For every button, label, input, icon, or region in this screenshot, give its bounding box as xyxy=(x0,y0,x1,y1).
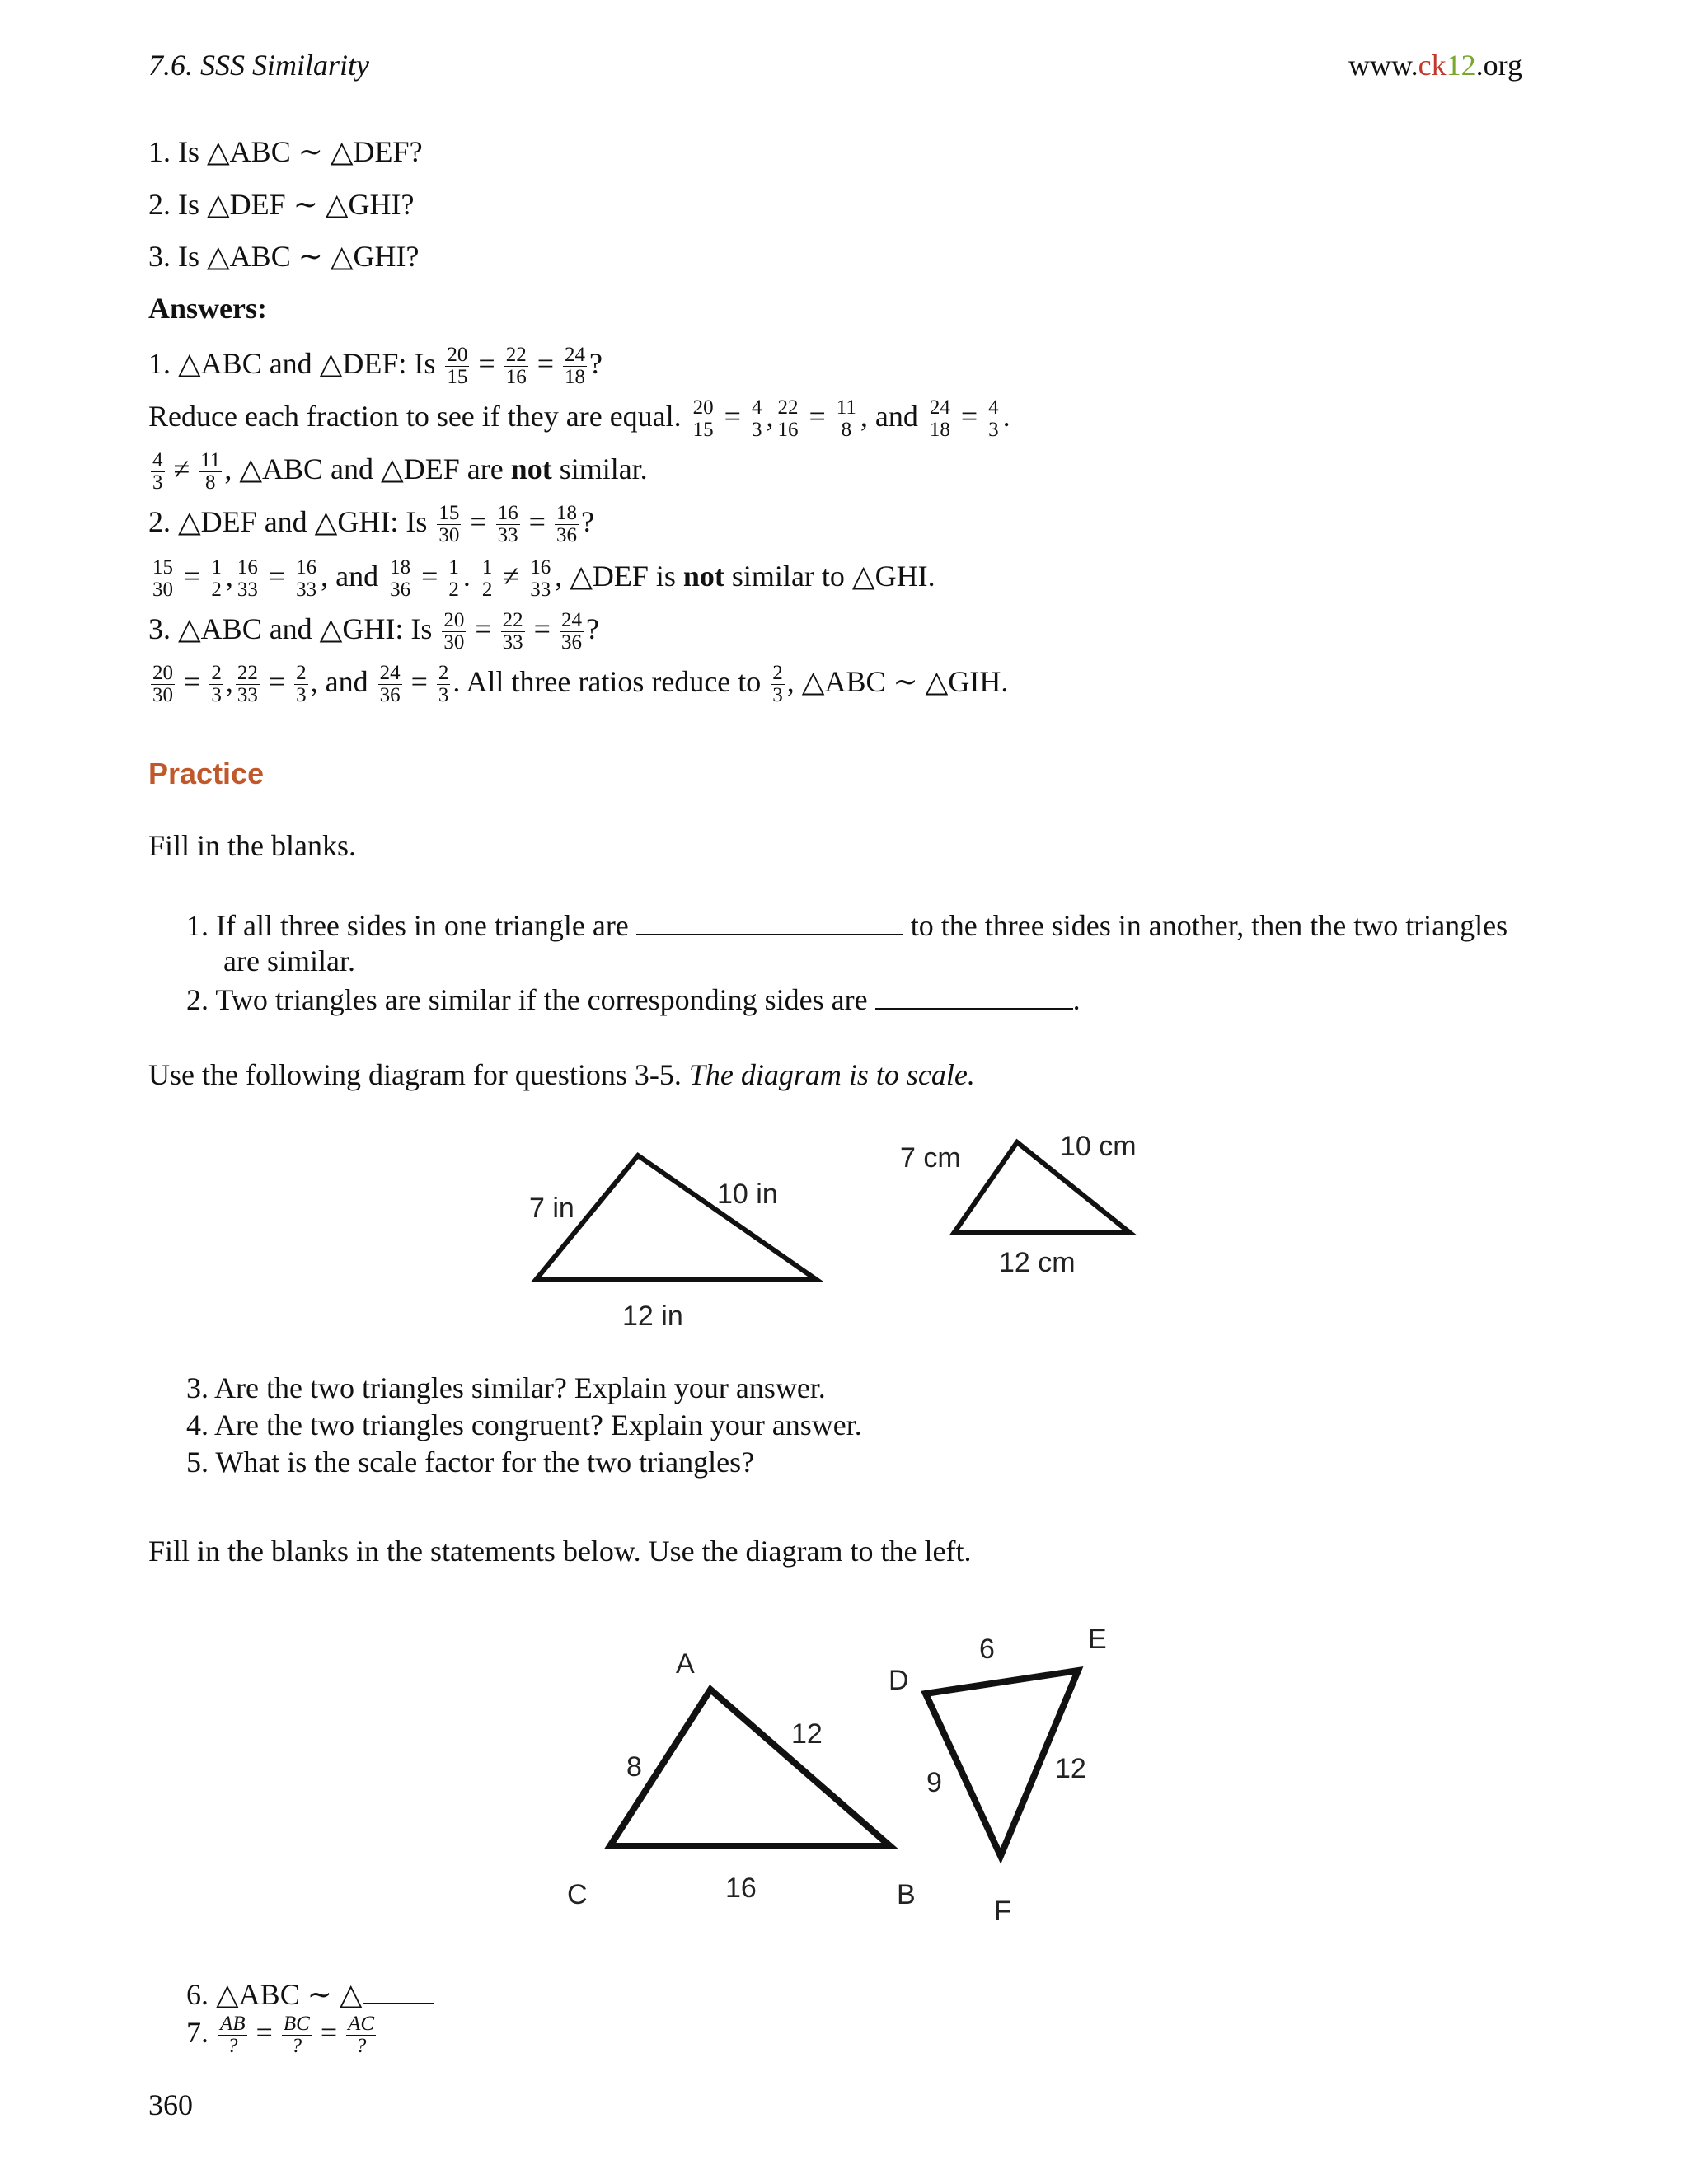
practice-item-1: 1. If all three sides in one triangle are to the three sides in another, then the two triangles xyxy=(186,909,1508,942)
answer-1-conclusion: $\frac{4}{3}$ ≠ $\frac{11}{8}$ , △ABC and △DEF are not similar. xyxy=(152,449,648,494)
practice-heading: Practice xyxy=(148,757,265,790)
practice-item-6: 6. △ABC ∼ △ xyxy=(186,1978,434,2009)
fill-in-intro-2: Fill in the blanks in the statements below. Use the diagram to the left. xyxy=(148,1535,972,1568)
vertex-f: F xyxy=(994,1896,1011,1927)
practice-item-2: 2. Two triangles are similar if the corresponding sides are . xyxy=(186,983,1081,1016)
answer-3-reduce: $\frac{20}{30}$ = $\frac{2}{3}$ , $\frac{22}{33}$ = $\frac{2}{3}$ , and $\frac{24}{36}$ = $\frac{2}{3}$ . All three ratios reduce to $\frac{2}{3}$ , △ABC ∼ △GIH. xyxy=(152,662,1009,707)
label-10-in: 10 in xyxy=(717,1179,778,1210)
fill-in-intro: Fill in the blanks. xyxy=(148,829,356,862)
label-7-cm: 7 cm xyxy=(900,1142,961,1174)
triangle-abc xyxy=(610,1690,890,1846)
triangle-inches xyxy=(536,1155,817,1280)
vertex-d: D xyxy=(889,1665,909,1696)
answer-blank[interactable] xyxy=(875,983,1073,1010)
fraction: $\frac{20}{15}$ xyxy=(447,344,468,389)
url-ck: ck xyxy=(1418,49,1447,82)
label-7-in: 7 in xyxy=(529,1193,574,1224)
question-2: 2. Is △DEF ∼ △GHI? xyxy=(148,188,415,221)
question-1: 1. Is △ABC ∼ △DEF? xyxy=(148,135,423,168)
label-side-de: 6 xyxy=(979,1633,995,1665)
label-12-cm: 12 cm xyxy=(999,1247,1076,1278)
triangles-diagram-2 xyxy=(544,1599,1137,1945)
label-side-ab: 12 xyxy=(791,1718,823,1750)
fraction: $\frac{22}{16}$ xyxy=(505,344,527,389)
label-12-in: 12 in xyxy=(622,1301,683,1332)
answer-2-question: 2. △DEF and △GHI: Is $\frac{15}{30}$ = $\frac{16}{33}$ = $\frac{18}{36}$ ? xyxy=(148,502,594,547)
running-header-url[interactable] xyxy=(1348,48,1522,82)
practice-item-7: 7. AB ? = BC ? = AC ? xyxy=(186,2013,375,2058)
practice-item-3: 3. Are the two triangles similar? Explain your answer. xyxy=(186,1371,826,1404)
question-3: 3. Is △ABC ∼ △GHI? xyxy=(148,240,420,273)
running-header-section: 7.6. SSS Similarity xyxy=(148,49,369,82)
label-side-cb: 16 xyxy=(725,1872,757,1904)
url-org: .org xyxy=(1475,49,1522,82)
fraction: $\frac{24}{18}$ xyxy=(565,344,586,389)
label-10-cm: 10 cm xyxy=(1060,1131,1137,1162)
triangles-diagram-1 xyxy=(495,1121,1170,1343)
vertex-b: B xyxy=(897,1879,916,1910)
answers-heading: Answers: xyxy=(148,292,267,325)
diagram-intro: Use the following diagram for questions 3-5. The diagram is to scale. xyxy=(148,1058,975,1091)
practice-item-1-cont: are similar. xyxy=(223,944,355,977)
answer-blank[interactable] xyxy=(363,1978,434,2004)
vertex-c: C xyxy=(567,1879,588,1910)
vertex-a: A xyxy=(676,1648,695,1680)
answer-1-reduce: Reduce each fraction to see if they are equal. $\frac{20}{15}$ = $\frac{4}{3}$ , $\frac{22}{16}$ = $\frac{11}{8}$ , and $\frac{24}{18}$ = $\frac{4}{3}$ . xyxy=(148,396,1010,442)
practice-item-4: 4. Are the two triangles congruent? Explain your answer. xyxy=(186,1408,862,1441)
answer-2-reduce: $\frac{15}{30}$ = $\frac{1}{2}$ , $\frac{16}{33}$ = $\frac{16}{33}$ , and $\frac{18}{36}$ = $\frac{1}{2}$ . $\frac{1}{2}$ ≠ $\frac{16}{33}$ , △DEF is not similar to △GHI. xyxy=(152,556,935,602)
page-number: 360 xyxy=(148,2088,193,2121)
label-side-ac: 8 xyxy=(626,1751,642,1783)
answer-3-question: 3. △ABC and △GHI: Is $\frac{20}{30}$ = $\frac{22}{33}$ = $\frac{24}{36}$ ? xyxy=(148,609,599,654)
url-www: www. xyxy=(1348,49,1418,82)
answer-blank[interactable] xyxy=(636,909,903,935)
answer-1-intro: 1. △ABC and △DEF: Is xyxy=(148,347,436,381)
practice-item-5: 5. What is the scale factor for the two triangles? xyxy=(186,1446,755,1479)
url-12: 12 xyxy=(1446,49,1476,82)
label-side-df: 9 xyxy=(926,1767,942,1798)
vertex-e: E xyxy=(1088,1624,1107,1655)
answer-1-question: 1. △ABC and △DEF: Is $\frac{20}{15}$ = $\frac{22}{16}$ = $\frac{24}{18}$ ? xyxy=(148,344,603,389)
label-side-ef: 12 xyxy=(1055,1753,1086,1784)
reduce-text: Reduce each fraction to see if they are equal. xyxy=(148,400,682,434)
